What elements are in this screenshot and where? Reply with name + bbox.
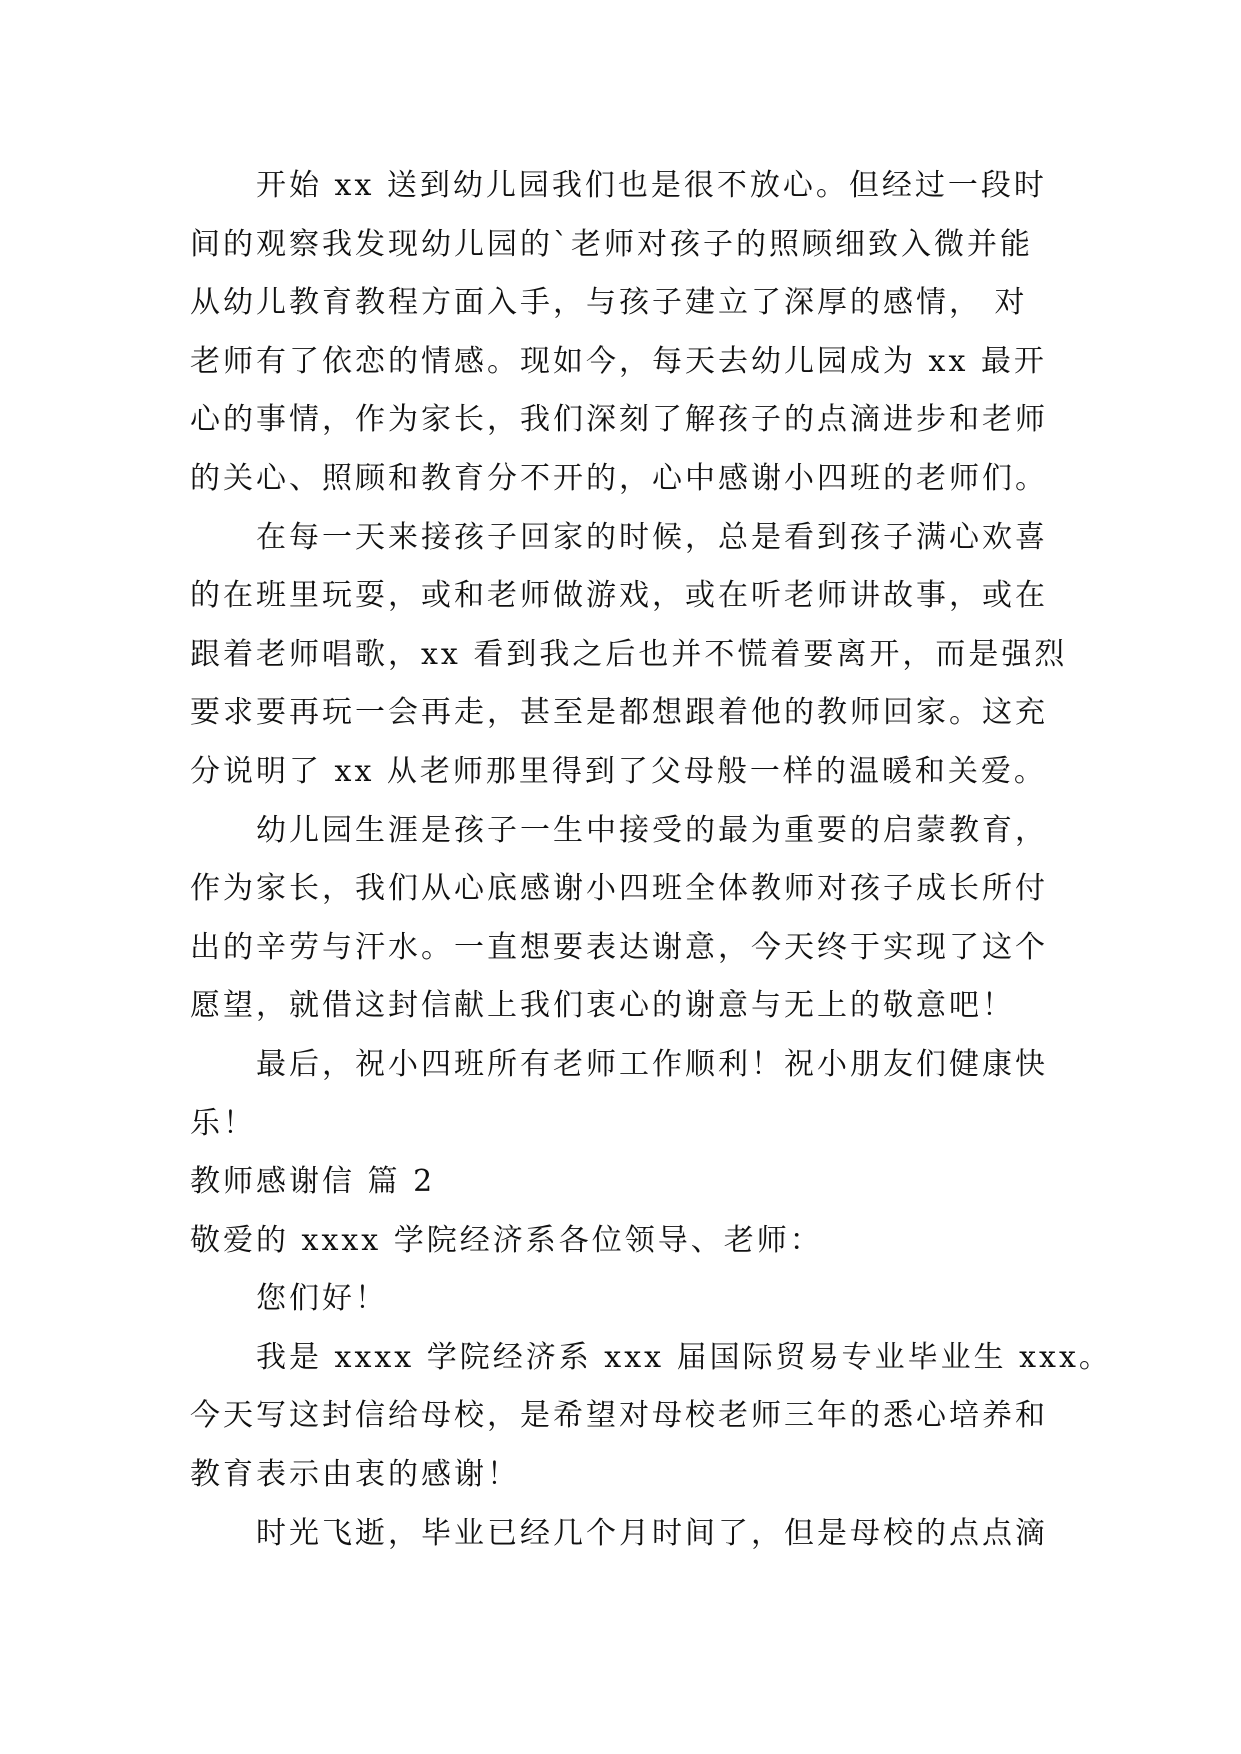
text-line: 最后，祝小四班所有老师工作顺利！祝小朋友们健康快	[256, 1046, 1048, 1082]
text-line: 时光飞逝，毕业已经几个月时间了，但是母校的点点滴	[256, 1515, 1048, 1551]
text-line: 乐！	[190, 1105, 256, 1141]
text-line: 开始 xx 送到幼儿园我们也是很不放心。但经过一段时	[256, 168, 1047, 203]
section-heading: 教师感谢信 篇 2	[190, 1164, 436, 1200]
text-line: 幼儿园生涯是孩子一生中接受的最为重要的启蒙教育，	[256, 812, 1048, 848]
text-line: 间的观察我发现幼儿园的`老师对孩子的照顾细致入微并能	[190, 226, 1033, 262]
text-line: 心的事情，作为家长，我们深刻了解孩子的点滴进步和老师	[190, 402, 1048, 438]
text-line: 老师有了依恋的情感。现如今，每天去幼儿园成为 xx 最开	[190, 343, 1047, 379]
text-line: 我是 xxxx 学院经济系 xxx 届国际贸易专业毕业生 xxx。	[256, 1339, 1112, 1375]
text-line: 的关心、照顾和教育分不开的，心中感谢小四班的老师们。	[190, 460, 1048, 496]
text-line: 今天写这封信给母校，是希望对母校老师三年的悉心培养和	[190, 1398, 1048, 1434]
salutation: 敬爱的 xxxx 学院经济系各位领导、老师：	[190, 1222, 823, 1258]
text-line: 的在班里玩耍，或和老师做游戏，或在听老师讲故事，或在	[190, 578, 1048, 614]
text-line: 分说明了 xx 从老师那里得到了父母般一样的温暖和关爱。	[190, 753, 1047, 789]
text-line: 作为家长，我们从心底感谢小四班全体教师对孩子成长所付	[190, 871, 1048, 907]
text-line: 教育表示由衷的感谢！	[190, 1457, 520, 1493]
text-line: 在每一天来接孩子回家的时候，总是看到孩子满心欢喜	[256, 519, 1048, 555]
text-line: 要求要再玩一会再走，甚至是都想跟着他的教师回家。这充	[190, 695, 1048, 731]
text-line: 愿望，就借这封信献上我们衷心的谢意与无上的敬意吧！	[190, 988, 1015, 1024]
letter-body	[190, 157, 1112, 1563]
greeting: 您们好！	[256, 1281, 388, 1317]
text-line: 出的辛劳与汗水。一直想要表达谢意，今天终于实现了这个	[190, 929, 1048, 965]
text-line: 跟着老师唱歌，xx 看到我之后也并不慌着要离开，而是强烈	[190, 636, 1068, 672]
text-line: 从幼儿教育教程方面入手，与孩子建立了深厚的感情， 对	[190, 285, 1028, 321]
